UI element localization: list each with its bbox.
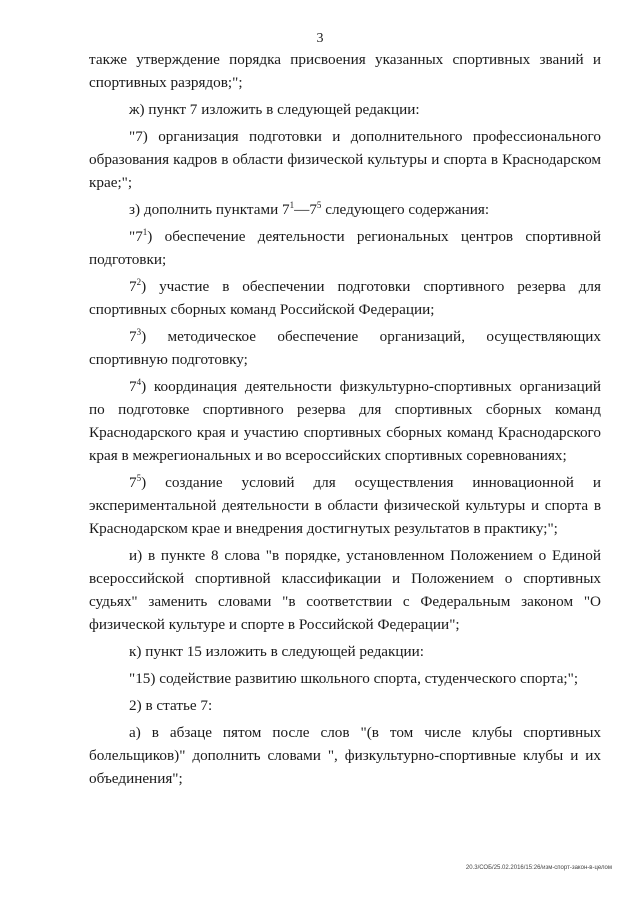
paragraph-text: 7 [129, 328, 137, 345]
paragraph-text: ) методическое обеспечение организаций, осуществляющих спортивную подготовку; [89, 328, 601, 368]
paragraph-text: 7 [129, 378, 137, 395]
superscript-index: 1 [289, 199, 295, 210]
paragraph-text: 7 [129, 474, 137, 491]
page-number: 3 [316, 31, 324, 46]
paragraph-text: также утверждение порядка присвоения указанных спортивных званий и спортивных разрядов;"; [89, 51, 601, 91]
paragraph-text: ) координация деятельности физкультурно-спортивных организаций по подготовке спортивного резерва для спортивных сборных команд Краснодарского края и участию спортивных сборных команд Краснодарского края в межрегиональных и во всероссийских спортивных соревнованиях; [89, 378, 601, 464]
paragraph-text: 2) в статье 7: [129, 697, 213, 714]
paragraph-text: следующего содержания: [321, 201, 490, 218]
paragraph [89, 375, 601, 467]
paragraph-text: —7 [294, 201, 317, 218]
superscript-index: 1 [142, 226, 148, 237]
paragraph [89, 275, 601, 321]
paragraph-text: ) создание условий для осуществления инновационной и экспериментальной деятельности в области физической культуры и спорта в Краснодарском крае и внедрения достигнутых результатов в практику;"; [89, 474, 601, 537]
superscript-index: 5 [316, 199, 322, 210]
paragraph [89, 198, 601, 221]
superscript-index: 4 [136, 376, 142, 387]
paragraph-text: "7 [129, 228, 143, 245]
superscript-index: 5 [136, 472, 142, 483]
paragraph [89, 225, 601, 271]
superscript-index: 2 [136, 276, 142, 287]
paragraph [89, 325, 601, 371]
paragraph-text: ) участие в обеспечении подготовки спортивного резерва для спортивных сборных команд Российской Федерации; [89, 278, 601, 318]
paragraph [89, 640, 601, 663]
paragraph-text: 7 [129, 278, 137, 295]
paragraph [89, 721, 601, 790]
paragraph-text: ж) пункт 7 изложить в следующей редакции: [129, 101, 420, 118]
paragraph-text: и) в пункте 8 слова "в порядке, установленном Положением о Единой всероссийской спортивной классификации и Положением о спортивных судьях" заменить словами "в соответствии с Федеральным законом "О физической культуре и спорте в Российской Федерации"; [89, 547, 601, 633]
paragraph [89, 98, 601, 121]
paragraph [89, 125, 601, 194]
paragraph [89, 694, 601, 717]
paragraph-text: ) обеспечение деятельности региональных центров спортивной подготовки; [89, 228, 601, 268]
paragraph [89, 48, 601, 94]
paragraph [89, 544, 601, 636]
superscript-index: 3 [136, 326, 142, 337]
paragraph [89, 471, 601, 540]
paragraph-text: з) дополнить пунктами 7 [129, 201, 290, 218]
paragraph-text: "15) содействие развитию школьного спорта, студенческого спорта;"; [129, 670, 579, 687]
document-footer-code: 20.3/СОБ/25.02.2016/15:26/изм-спорт-закон-в-целом [465, 865, 612, 871]
document-body [89, 48, 601, 794]
paragraph-text: "7) организация подготовки и дополнительного профессионального образования кадров в области физической культуры и спорта в Краснодарском крае;"; [89, 128, 601, 191]
paragraph-text: к) пункт 15 изложить в следующей редакции: [129, 643, 425, 660]
paragraph-text: а) в абзаце пятом после слов "(в том числе клубы спортивных болельщиков)" дополнить словами ", физкультурно-спортивные клубы и их объединения"; [89, 724, 601, 787]
paragraph [89, 667, 601, 690]
